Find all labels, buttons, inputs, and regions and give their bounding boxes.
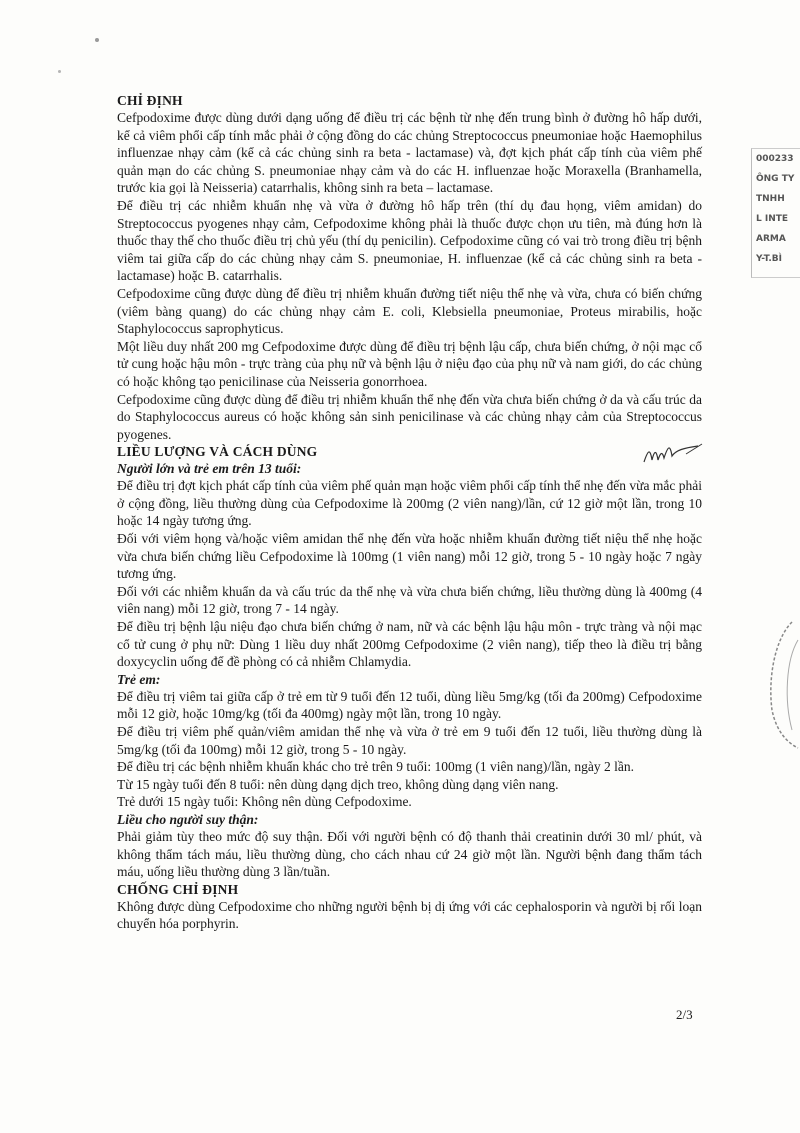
paragraph: Không được dùng Cefpodoxime cho những người bệnh bị dị ứng với các cephalosporin và người bị rối loạn chuyển hóa porphyrin. <box>117 898 702 932</box>
paragraph: Cefpodoxime được dùng dưới dạng uống để điều trị các bệnh từ nhẹ đến trung bình ở đường hô hấp dưới, kể cả viêm phổi cấp tính mắc phải ở cộng đồng do các chủng Streptococcus pneumoniae hoặc Haemophilus influenzae nhạy cảm (kể cả các chủng sinh ra beta - lactamase) và, đợt kịch phát cấp tính của viêm phế quản mạn do các chủng S. pneumoniae nhạy cảm và do các H. influenzae hoặc Moraxella (Branhamella, trước kia gọi là Neisseria) catarrhalis, không sinh ra beta – lactamase. <box>117 110 702 196</box>
paragraph: Để điều trị các nhiễm khuẩn nhẹ và vừa ở đường hô hấp trên (thí dụ đau họng, viêm amidan) do Streptococcus pyogenes nhạy cảm, Cefpodoxime không phải là thuốc được chọn ưu tiên, mà đúng hơn là thuốc thay thế cho thuốc điều trị chủ yếu (thí dụ penicilin). Cefpodoxime cũng có vai trò trong điều trị bệnh viêm tai giữa cấp do các chủng nhạy cảm S. pneumoniae, H. influenzae (kể cả các chủng sinh ra beta - lactamase) hoặc B. catarrhalis. <box>117 197 702 284</box>
paragraph: Cefpodoxime cũng được dùng để điều trị nhiễm khuẩn thể nhẹ đến vừa chưa biến chứng ở da và cấu trúc da do Staphylococcus aureus có hoặc không sản sinh penicilinase và các chủng nhạy cảm của Streptococcus pyogenes. <box>117 391 702 442</box>
section-heading-chi-dinh: CHỈ ĐỊNH <box>117 93 183 108</box>
subheading-renal: Liều cho người suy thận: <box>117 811 259 827</box>
paragraph: Từ 15 ngày tuổi đến 8 tuổi: nên dùng dạng dịch treo, không dùng dạng viên nang. <box>117 776 559 792</box>
paragraph: Đối với các nhiễm khuẩn da và cấu trúc da thể nhẹ và vừa chưa biến chứng, liều thường dùng là 400mg (4 viên nang) mỗi 12 giờ, trong 7 - 14 ngày. <box>117 583 702 617</box>
section-heading-lieu-luong: LIỀU LƯỢNG VÀ CÁCH DÙNG <box>117 444 318 460</box>
paragraph: Để điều trị đợt kịch phát cấp tính của viêm phế quản mạn hoặc viêm phổi cấp tính thể nhẹ đến vừa mắc phải ở cộng đồng, liều thường dùng của Cefpodoxime là 200mg (2 viên nang)/lần, cứ 12 giờ một lần, trong 10 hoặc 14 ngày tương ứng. <box>117 478 702 529</box>
subheading-child: Trẻ em: <box>117 671 161 687</box>
page-number: 2/3 <box>676 1007 693 1022</box>
paragraph: Để điều trị viêm phế quản/viêm amidan thể nhẹ và vừa ở trẻ em 9 tuổi đến 12 tuổi, liều thường dùng là 5mg/kg (tối đa 100mg) mỗi 12 giờ, trong 5 - 10 ngày. <box>117 724 702 757</box>
stamp-line: 000233 <box>756 154 794 164</box>
paragraph: Một liều duy nhất 200 mg Cefpodoxime được dùng để điều trị bệnh lậu cấp, chưa biến chứng, ở nội mạc cổ tử cung hoặc hậu môn - trực tràng của phụ nữ và bệnh lậu ở niệu đạo của phụ nữ và nam giới, do các chủng có hoặc không tạo penicilinase của Neisseria gonorrhoea. <box>117 338 702 389</box>
subheading-adult: Người lớn và trẻ em trên 13 tuổi: <box>117 461 302 477</box>
paragraph: Đối với viêm họng và/hoặc viêm amidan thể nhẹ đến vừa hoặc nhiễm khuẩn đường tiết niệu thể nhẹ hoặc vừa chưa biến chứng liều Cefpodoxime là 100mg (1 viên nang) mỗi 12 giờ, trong 5 - 10 ngày hoặc 7 ngày tương ứng. <box>117 531 702 582</box>
stamp-line: ÔNG TY <box>756 174 795 184</box>
seal-fragment <box>762 620 800 750</box>
stamp-line: L INTE <box>756 214 789 224</box>
paragraph: Cefpodoxime cũng được dùng để điều trị nhiễm khuẩn đường tiết niệu thể nhẹ và vừa, chưa có biến chứng (viêm bàng quang) do các chủng nhạy cảm E. coli, Klebsiella pneumoniae, Proteus mirabilis, hoặc Staphylococcus saprophyticus. <box>117 285 702 337</box>
paragraph: Để điều trị bệnh lậu niệu đạo chưa biến chứng ở nam, nữ và các bệnh lậu hậu môn - trực tràng và nội mạc cổ tử cung ở phụ nữ: Dùng 1 liều duy nhất 200mg Cefpodoxime (2 viên nang), tiếp theo là điều trị bằng doxycyclin uống để đề phòng có cả nhiễm Chlamydia. <box>117 619 702 670</box>
company-stamp <box>751 148 800 278</box>
scan-speck <box>95 38 99 42</box>
stamp-line: ARMA <box>756 234 786 244</box>
section-heading-chong-chi-dinh: CHỐNG CHỈ ĐỊNH <box>117 881 239 897</box>
document-page <box>117 92 702 933</box>
paragraph: Để điều trị các bệnh nhiễm khuẩn khác cho trẻ trên 9 tuổi: 100mg (1 viên nang)/lần, ngày 2 lần. <box>117 759 634 775</box>
paragraph: Phải giảm tùy theo mức độ suy thận. Đối với người bệnh có độ thanh thải creatinin dưới 30 ml/ phút, và không thẩm tách máu, liều thường dùng, cho cách nhau cứ 24 giờ một lần. Người bệnh đang thẩm tách máu, uống liều thường dùng 3 lần/tuần. <box>117 828 702 880</box>
stamp-line: Y-T.BÌ <box>756 254 783 264</box>
scan-speck <box>58 70 61 73</box>
paragraph: Để điều trị viêm tai giữa cấp ở trẻ em từ 9 tuổi đến 12 tuổi, dùng liều 5mg/kg (tối đa 200mg) Cefpodoxime mỗi 12 giờ, hoặc 10mg/kg (tối đa 400mg) ngày một lần, trong 10 ngày. <box>117 688 702 722</box>
stamp-line: TNHH <box>756 194 785 204</box>
paragraph: Trẻ dưới 15 ngày tuổi: Không nên dùng Cefpodoxime. <box>117 794 412 810</box>
